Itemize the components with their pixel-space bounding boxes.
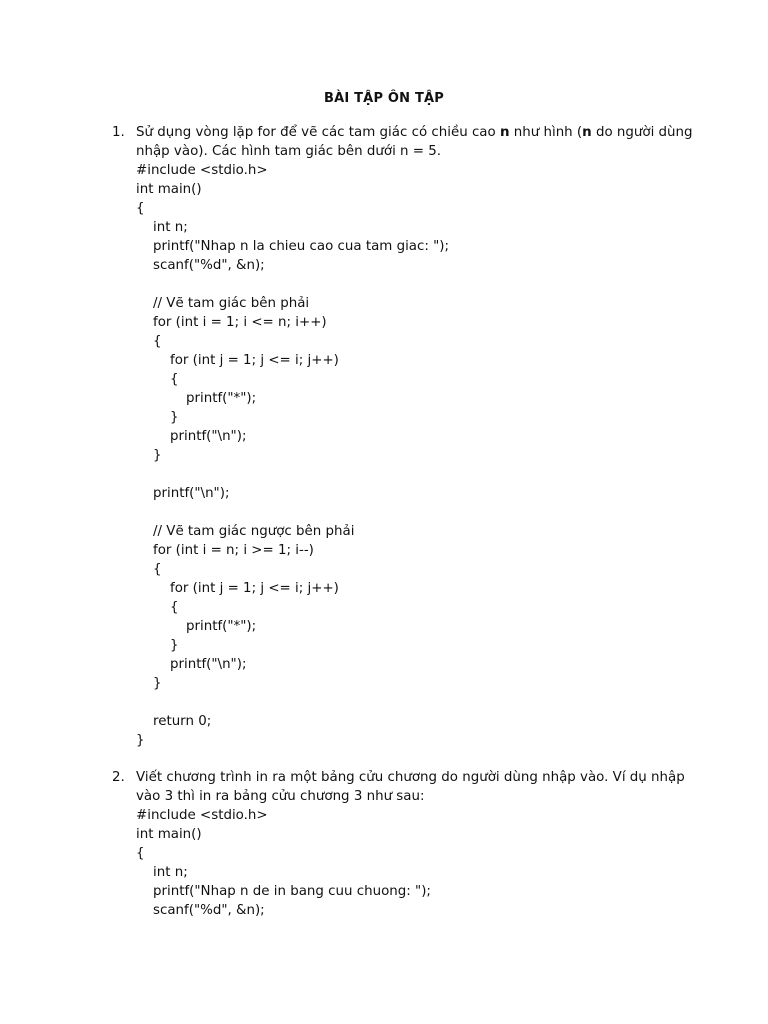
code-line: } [136,733,145,748]
code-comment: // Vẽ tam giác bên phải [153,296,310,311]
code-comment: // Vẽ tam giác ngược bên phải [153,524,355,539]
code-line: int n; [153,865,188,880]
desc-text: Sử dụng vòng lặp for để vẽ các tam giác có chiều cao [136,125,500,140]
code-line: printf("*"); [186,391,257,406]
code-line: for (int j = 1; j <= i; j++) [170,353,339,368]
code-line-blank [136,693,449,712]
code-line: printf("\n"); [153,486,230,501]
code-line-blank [136,275,449,294]
code-line: scanf("%d", &n); [153,258,265,273]
code-line: printf("Nhap n la chieu cao cua tam giac: "); [153,239,450,254]
code-line: } [153,676,162,691]
code-line: { [153,562,162,577]
code-line: for (int j = 1; j <= i; j++) [170,581,339,596]
code-line: printf("\n"); [170,429,247,444]
code-line: } [170,410,179,425]
code-line: return 0; [153,714,212,729]
code-line: #include <stdio.h> [136,808,268,823]
code-line: printf("\n"); [170,657,247,672]
code-line: { [136,201,145,216]
code-line: { [153,334,162,349]
exercise-description: Viết chương trình in ra một bảng cửu chương do người dùng nhập vào. Ví dụ nhập vào 3 thì in ra bảng cửu chương 3 như sau: [136,770,685,804]
code-block [136,161,449,750]
desc-bold-n: n [499,125,510,140]
code-line: scanf("%d", &n); [153,903,265,918]
exercise-number: 2. [112,770,125,785]
code-line: { [170,372,179,387]
desc-bold-n: n [582,125,592,140]
code-line: { [136,846,145,861]
exercise-description [136,123,696,161]
page-title: BÀI TẬP ÔN TẬP [323,91,445,106]
code-line: } [170,638,179,653]
code-line: { [170,600,179,615]
code-line: int main() [136,182,202,197]
desc-text: như hình ( [509,125,583,140]
exercise-number: 1. [112,125,125,140]
desc-text: do người dùng nhập vào). Các hình tam giác bên dưới n = 5. [136,125,693,159]
code-line: for (int i = 1; i <= n; i++) [153,315,327,330]
code-line: } [153,448,162,463]
code-line-blank [136,503,449,522]
code-line: #include <stdio.h> [136,163,268,178]
code-line: int main() [136,827,202,842]
code-line: printf("Nhap n de in bang cuu chuong: "); [153,884,431,899]
code-line-blank [136,465,449,484]
code-line: printf("*"); [186,619,257,634]
code-line: for (int i = n; i >= 1; i--) [153,543,314,558]
code-block [136,806,431,920]
code-line: int n; [153,220,188,235]
